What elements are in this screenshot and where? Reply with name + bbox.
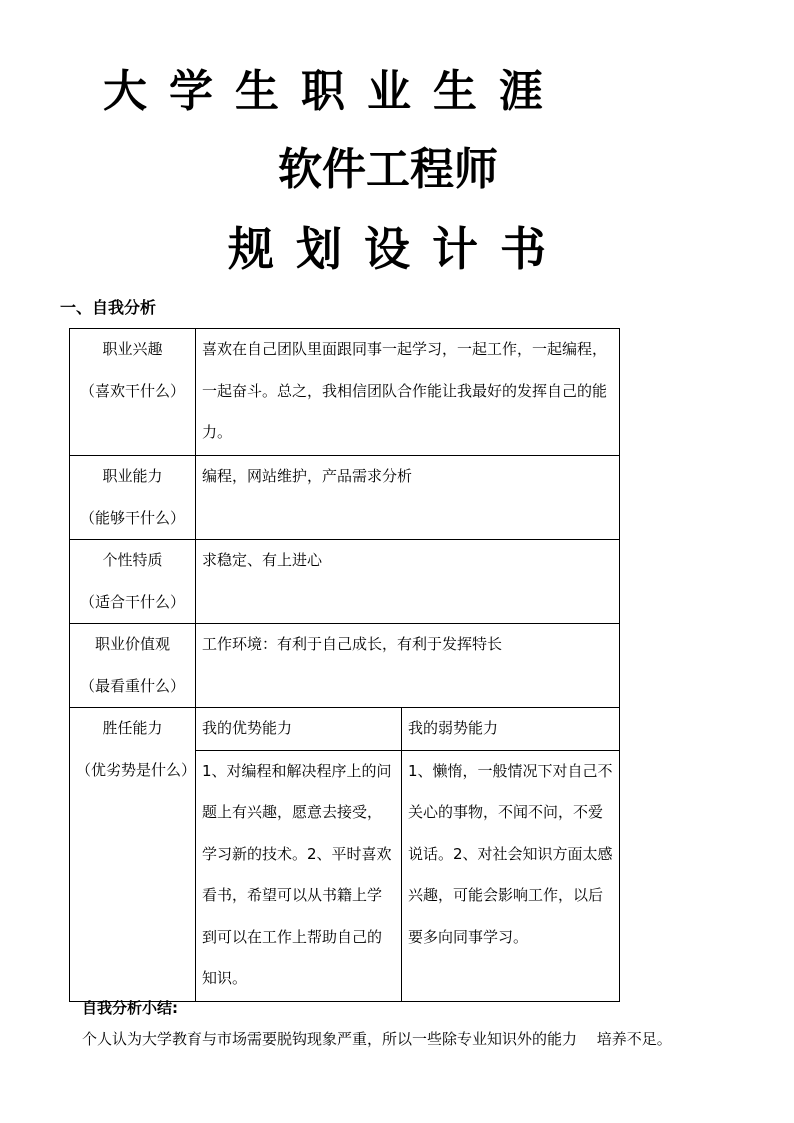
row-label-cell bbox=[70, 329, 196, 456]
table-row bbox=[70, 329, 620, 456]
table-row bbox=[70, 456, 620, 540]
row-label: 职业价值观 bbox=[94, 635, 170, 653]
strengths-content: 1、对编程和解决程序上的问题上有兴趣，愿意去接受，学习新的技术。2、平时喜欢看书，希望可以从书籍上学到可以在工作上帮助自己的知识。 bbox=[196, 750, 402, 1001]
row-sublabel: （喜欢干什么） bbox=[79, 381, 185, 400]
summary-text: 个人认为大学教育与市场需要脱钩现象严重，所以一些除专业知识外的能力 培养不足。 bbox=[82, 1030, 672, 1048]
table-row bbox=[70, 540, 620, 624]
row-sublabel: （能够干什么） bbox=[79, 508, 185, 527]
row-sublabel: （最看重什么） bbox=[79, 676, 185, 695]
row-label: 个性特质 bbox=[102, 551, 163, 569]
weaknesses-content: 1、懒惰，一般情况下对自己不关心的事物，不闻不问，不爱说话。2、对社会知识方面太感兴趣，可能会影响工作，以后要多向同事学习。 bbox=[402, 750, 620, 1001]
row-label-cell bbox=[70, 456, 196, 540]
section-heading-self-analysis: 一、自我分析 bbox=[60, 298, 157, 317]
row-label: 职业能力 bbox=[102, 467, 163, 485]
table-row bbox=[70, 708, 620, 751]
document-title-line1: 大学生职业生涯 bbox=[103, 66, 565, 117]
weaknesses-header: 我的弱势能力 bbox=[402, 708, 620, 751]
document-title-line3: 规划设计书 bbox=[228, 222, 568, 276]
strengths-header: 我的优势能力 bbox=[196, 708, 402, 751]
summary-title: 自我分析小结: bbox=[82, 999, 178, 1017]
table-row bbox=[70, 624, 620, 708]
self-analysis-table bbox=[69, 328, 620, 1002]
row-content: 求稳定、有上进心 bbox=[196, 540, 620, 624]
row-label: 胜任能力 bbox=[102, 719, 163, 737]
row-content: 喜欢在自己团队里面跟同事一起学习，一起工作，一起编程，一起奋斗。总之，我相信团队合作能让我最好的发挥自己的能力。 bbox=[196, 329, 620, 456]
row-content: 编程，网站维护，产品需求分析 bbox=[196, 456, 620, 540]
row-label-cell bbox=[70, 624, 196, 708]
row-label: 职业兴趣 bbox=[102, 340, 163, 358]
row-content: 工作环境：有利于自己成长，有利于发挥特长 bbox=[196, 624, 620, 708]
row-sublabel: （优劣势是什么） bbox=[76, 760, 197, 779]
competence-label-cell bbox=[70, 708, 196, 1002]
row-sublabel: （适合干什么） bbox=[79, 592, 185, 611]
document-title-line2: 软件工程师 bbox=[278, 144, 498, 195]
row-label-cell bbox=[70, 540, 196, 624]
